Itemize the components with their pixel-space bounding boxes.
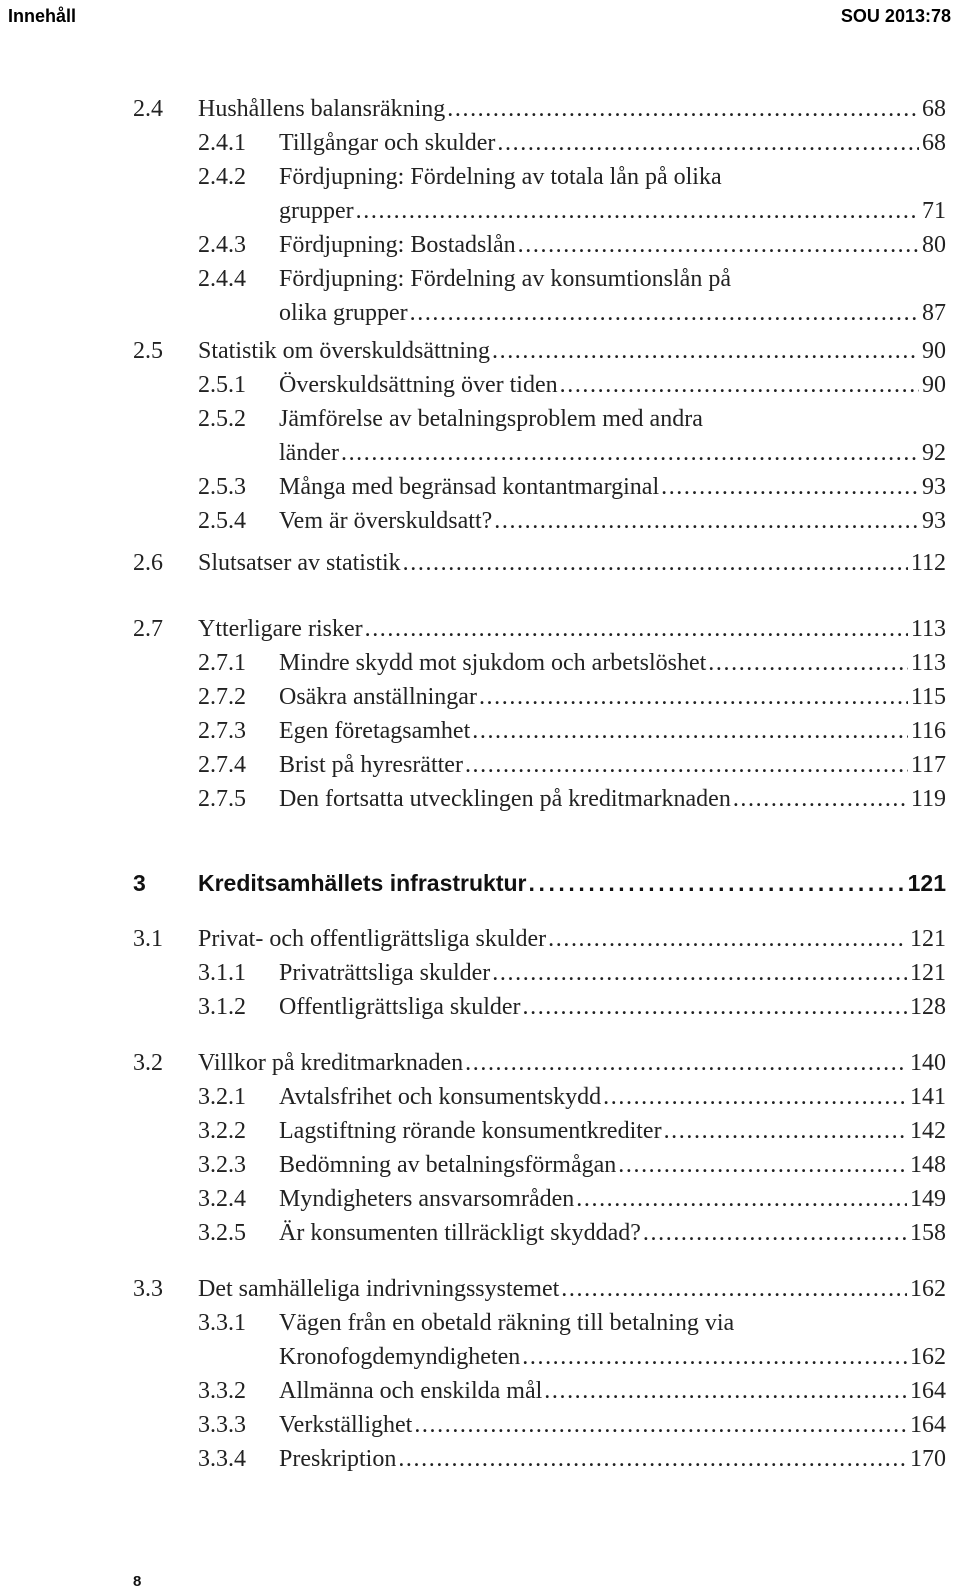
toc-entry-title: Allmänna och enskilda mål bbox=[279, 1378, 543, 1404]
toc-entry-number: 3.2.5 bbox=[198, 1220, 246, 1246]
toc-entry-page: 164 bbox=[910, 1412, 946, 1438]
toc-entry bbox=[0, 263, 960, 296]
toc-entry bbox=[0, 991, 960, 1024]
dot-leader bbox=[490, 957, 907, 990]
toc-entry-number: 3.1 bbox=[133, 926, 163, 952]
dot-leader bbox=[659, 471, 919, 504]
toc-entry-number: 3.2.3 bbox=[198, 1152, 246, 1178]
toc-entry-number: 3.2.4 bbox=[198, 1186, 246, 1212]
dot-leader bbox=[706, 647, 908, 680]
toc-entry-title: olika grupper bbox=[279, 300, 408, 326]
toc-entry-page: 162 bbox=[910, 1276, 946, 1302]
toc-entry-title: Preskription bbox=[279, 1446, 397, 1472]
toc-entry-number: 3.3.1 bbox=[198, 1310, 246, 1336]
toc-entry-title: Fördjupning: Fördelning av konsumtionslån på bbox=[279, 266, 731, 292]
toc-entry-page: 148 bbox=[910, 1152, 946, 1178]
toc-entry bbox=[0, 613, 960, 646]
toc-entry bbox=[0, 1273, 960, 1306]
toc-entry-title: Hushållens balansräkning bbox=[198, 96, 446, 122]
toc-entry bbox=[0, 297, 960, 330]
toc-entry-page: 121 bbox=[910, 926, 946, 952]
toc-entry bbox=[0, 957, 960, 990]
toc-entry-number: 3.1.2 bbox=[198, 994, 246, 1020]
toc-entry-page: 116 bbox=[910, 718, 946, 744]
toc-entry-title: Fördjupning: Fördelning av totala lån på olika bbox=[279, 164, 722, 190]
toc-entry-page: 121 bbox=[910, 960, 946, 986]
toc-entry-title: Är konsumenten tillräckligt skyddad? bbox=[279, 1220, 641, 1246]
toc-entry-page: 90 bbox=[922, 372, 946, 398]
dot-leader bbox=[339, 437, 919, 470]
toc-entry bbox=[0, 1307, 960, 1340]
toc-entry-number: 2.7.4 bbox=[198, 752, 246, 778]
toc-entry-title: grupper bbox=[279, 198, 354, 224]
toc-entry-page: 90 bbox=[922, 338, 946, 364]
toc-entry bbox=[0, 471, 960, 504]
dot-leader bbox=[396, 1443, 907, 1476]
toc-entry-page: 149 bbox=[910, 1186, 946, 1212]
toc-entry-number: 2.7.5 bbox=[198, 786, 246, 812]
toc-entry-number: 3 bbox=[133, 870, 146, 896]
toc-entry bbox=[0, 715, 960, 748]
toc-entry-page: 71 bbox=[922, 198, 946, 224]
page-number: 8 bbox=[133, 1573, 142, 1590]
toc-entry-title: Den fortsatta utvecklingen på kreditmarknaden bbox=[279, 786, 731, 812]
toc-entry-number: 2.7.1 bbox=[198, 650, 246, 676]
toc-entry-title: Myndigheters ansvarsområden bbox=[279, 1186, 575, 1212]
toc-entry-number: 3.3 bbox=[133, 1276, 163, 1302]
dot-leader bbox=[363, 613, 908, 646]
dot-leader bbox=[354, 195, 919, 228]
toc-entry-number: 3.3.4 bbox=[198, 1446, 246, 1472]
toc-entry-title: Fördjupning: Bostadslån bbox=[279, 232, 516, 258]
dot-leader bbox=[477, 681, 908, 714]
dot-leader bbox=[558, 369, 919, 402]
dot-leader bbox=[574, 1183, 907, 1216]
toc-entry-title: Kronofogdemyndigheten bbox=[279, 1344, 521, 1370]
toc-entry-title: Mindre skydd mot sjukdom och arbetslöshet bbox=[279, 650, 707, 676]
toc-entry-title: Tillgångar och skulder bbox=[279, 130, 496, 156]
dot-leader bbox=[520, 1341, 907, 1374]
dot-leader bbox=[401, 547, 908, 580]
dot-leader bbox=[601, 1081, 907, 1114]
toc-entry-number: 3.2.1 bbox=[198, 1084, 246, 1110]
toc-entry bbox=[0, 1047, 960, 1080]
toc-entry-number: 2.6 bbox=[133, 550, 163, 576]
dot-leader bbox=[408, 297, 919, 330]
dot-leader bbox=[546, 923, 907, 956]
toc-entry bbox=[0, 127, 960, 160]
toc-entry-page: 68 bbox=[922, 130, 946, 156]
dot-leader bbox=[495, 127, 919, 160]
dot-leader bbox=[463, 749, 908, 782]
toc-entry bbox=[0, 1443, 960, 1476]
toc-entry-page: 141 bbox=[910, 1084, 946, 1110]
dot-leader bbox=[516, 229, 919, 262]
toc-entry-number: 3.3.3 bbox=[198, 1412, 246, 1438]
toc-entry-title: Privaträttsliga skulder bbox=[279, 960, 491, 986]
toc-entry-number: 3.2.2 bbox=[198, 1118, 246, 1144]
toc-entry-title: Det samhälleliga indrivningssystemet bbox=[198, 1276, 560, 1302]
toc-entry-number: 2.7 bbox=[133, 616, 163, 642]
toc-entry bbox=[0, 1081, 960, 1114]
toc-entry bbox=[0, 1375, 960, 1408]
toc-entry bbox=[0, 505, 960, 538]
dot-leader bbox=[542, 1375, 907, 1408]
dot-leader bbox=[526, 867, 904, 900]
toc-entry-page: 162 bbox=[910, 1344, 946, 1370]
toc-entry-page: 113 bbox=[910, 650, 946, 676]
toc-entry-page: 80 bbox=[922, 232, 946, 258]
toc-entry-number: 2.4.3 bbox=[198, 232, 246, 258]
toc-entry-title: Brist på hyresrätter bbox=[279, 752, 463, 778]
toc-entry-page: 158 bbox=[910, 1220, 946, 1246]
toc-entry bbox=[0, 335, 960, 368]
toc-entry bbox=[0, 681, 960, 714]
page-header bbox=[0, 0, 960, 32]
toc-entry-title: Vägen från en obetald räkning till betalning via bbox=[279, 1310, 735, 1336]
dot-leader bbox=[521, 991, 908, 1024]
toc-entry-number: 3.1.1 bbox=[198, 960, 246, 986]
toc-entry-title: Lagstiftning rörande konsumentkrediter bbox=[279, 1118, 662, 1144]
toc-entry-number: 2.5 bbox=[133, 338, 163, 364]
toc-entry-page: 117 bbox=[910, 752, 946, 778]
toc-entry-page: 142 bbox=[910, 1118, 946, 1144]
toc-entry-title: Bedömning av betalningsförmågan bbox=[279, 1152, 617, 1178]
toc-entry-number: 2.4.4 bbox=[198, 266, 246, 292]
toc-entry bbox=[0, 547, 960, 580]
toc-entry-number: 2.7.2 bbox=[198, 684, 246, 710]
dot-leader bbox=[490, 335, 919, 368]
toc-entry-title: Ytterligare risker bbox=[198, 616, 363, 642]
toc-entry bbox=[0, 437, 960, 470]
toc-entry-page: 93 bbox=[922, 474, 946, 500]
dot-leader bbox=[559, 1273, 907, 1306]
dot-leader bbox=[662, 1115, 907, 1148]
toc-entry-number: 2.5.1 bbox=[198, 372, 246, 398]
toc-entry bbox=[0, 1409, 960, 1442]
toc-entry-title: Avtalsfrihet och konsumentskydd bbox=[279, 1084, 602, 1110]
toc-entry-page: 164 bbox=[910, 1378, 946, 1404]
toc-entry bbox=[0, 403, 960, 436]
toc-entry-number: 3.2 bbox=[133, 1050, 163, 1076]
dot-leader bbox=[445, 93, 919, 126]
toc-entry-title: Kreditsamhällets infrastruktur bbox=[198, 870, 527, 896]
toc-entry-page: 113 bbox=[910, 616, 946, 642]
toc-entry-page: 93 bbox=[922, 508, 946, 534]
dot-leader bbox=[492, 505, 919, 538]
toc-entry-number: 2.7.3 bbox=[198, 718, 246, 744]
toc-entry-page: 87 bbox=[922, 300, 946, 326]
toc-entry bbox=[0, 923, 960, 956]
toc-entry bbox=[0, 93, 960, 126]
toc-entry bbox=[0, 1183, 960, 1216]
toc-entry-title: Verkställighet bbox=[279, 1412, 413, 1438]
toc-entry-title: Vem är överskuldsatt? bbox=[279, 508, 493, 534]
toc-entry-title: Många med begränsad kontantmarginal bbox=[279, 474, 660, 500]
toc-entry-page: 121 bbox=[907, 870, 946, 896]
header-document-id: SOU 2013:78 bbox=[840, 6, 951, 26]
toc-entry bbox=[0, 161, 960, 194]
toc-entry-title: länder bbox=[279, 440, 339, 466]
toc-entry-number: 2.4.2 bbox=[198, 164, 246, 190]
toc-entry-page: 140 bbox=[910, 1050, 946, 1076]
toc-entry bbox=[0, 195, 960, 228]
toc-entry-page: 128 bbox=[910, 994, 946, 1020]
toc-entry-title: Slutsatser av statistik bbox=[198, 550, 401, 576]
dot-leader bbox=[641, 1217, 907, 1250]
dot-leader bbox=[616, 1149, 907, 1182]
toc-entry-page: 119 bbox=[910, 786, 946, 812]
header-section-title: Innehåll bbox=[8, 6, 77, 26]
toc-entry-title: Privat- och offentligrättsliga skulder bbox=[198, 926, 547, 952]
toc-entry-page: 112 bbox=[910, 550, 946, 576]
toc-entry bbox=[0, 1149, 960, 1182]
toc-entry-number: 2.5.3 bbox=[198, 474, 246, 500]
toc-entry bbox=[0, 1217, 960, 1250]
toc-entry-title: Statistik om överskuldsättning bbox=[198, 338, 490, 364]
toc-entry-number: 2.4 bbox=[133, 96, 163, 122]
toc-entry-number: 2.4.1 bbox=[198, 130, 246, 156]
toc-entry bbox=[0, 749, 960, 782]
toc-chapter-entry bbox=[0, 867, 960, 900]
toc-entry-title: Jämförelse av betalningsproblem med andra bbox=[279, 406, 703, 432]
toc-entry bbox=[0, 783, 960, 816]
toc-entry bbox=[0, 1341, 960, 1374]
toc-entry-page: 68 bbox=[922, 96, 946, 122]
dot-leader bbox=[463, 1047, 907, 1080]
dot-leader bbox=[470, 715, 908, 748]
toc-entry-title: Offentligrättsliga skulder bbox=[279, 994, 521, 1020]
toc-entry-number: 2.5.2 bbox=[198, 406, 246, 432]
dot-leader bbox=[412, 1409, 907, 1442]
toc-entry bbox=[0, 647, 960, 680]
toc-entry-page: 170 bbox=[910, 1446, 946, 1472]
dot-leader bbox=[731, 783, 908, 816]
toc-entry-title: Osäkra anställningar bbox=[279, 684, 477, 710]
toc-entry-title: Villkor på kreditmarknaden bbox=[198, 1050, 464, 1076]
toc-entry-title: Överskuldsättning över tiden bbox=[279, 372, 558, 398]
toc-entry-number: 2.5.4 bbox=[198, 508, 246, 534]
toc-entry bbox=[0, 369, 960, 402]
toc-entry-title: Egen företagsamhet bbox=[279, 718, 471, 744]
toc-entry-number: 3.3.2 bbox=[198, 1378, 246, 1404]
toc-entry-page: 115 bbox=[910, 684, 946, 710]
toc-entry bbox=[0, 229, 960, 262]
toc-entry bbox=[0, 1115, 960, 1148]
toc-entry-page: 92 bbox=[922, 440, 946, 466]
